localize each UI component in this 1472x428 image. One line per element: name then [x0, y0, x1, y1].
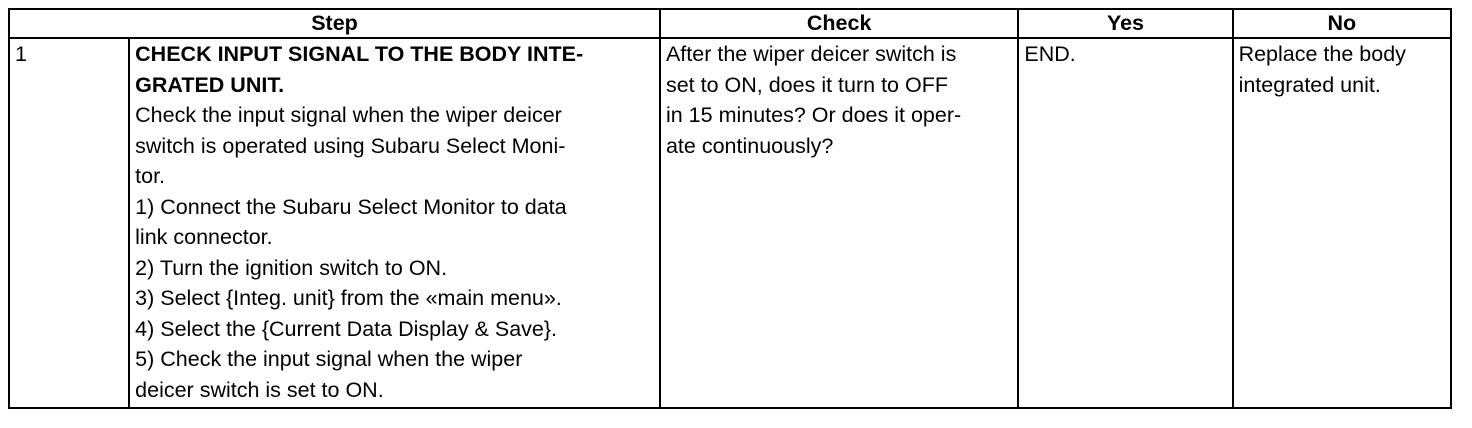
step-text-line: 1) Connect the Subaru Select Monitor to data [135, 194, 567, 219]
check-cell [660, 38, 1018, 408]
step-title-line: GRATED UNIT. [135, 72, 285, 97]
no-text-line: Replace the body [1238, 42, 1406, 66]
header-yes: Yes [1018, 9, 1232, 38]
check-text-line: ate continuously? [665, 133, 834, 158]
step-text-line: link connector. [135, 225, 273, 249]
header-row [9, 9, 1451, 38]
check-text-line: in 15 minutes? Or does it oper- [665, 103, 962, 127]
step-text-line: 3) Select {Integ. unit} from the «main menu». [135, 286, 562, 310]
step-text-line: tor. [135, 164, 166, 188]
step-text-line: 2) Turn the ignition switch to ON. [135, 255, 448, 280]
step-number: 1 [9, 38, 129, 408]
no-cell [1233, 38, 1451, 408]
step-text-line: 5) Check the input signal when the wiper [135, 347, 523, 371]
step-text-line: switch is operated using Subaru Select Moni- [135, 133, 566, 158]
no-text-line: integrated unit. [1238, 72, 1381, 97]
diagnostic-table [8, 8, 1452, 409]
step-text-line: deicer switch is set to ON. [135, 377, 384, 402]
check-text-line: set to ON, does it turn to OFF [665, 72, 948, 97]
check-text-line: After the wiper deicer switch is [665, 42, 957, 66]
step-description [129, 38, 660, 408]
header-check: Check [660, 9, 1018, 38]
step-text-line: Check the input signal when the wiper deicer [135, 103, 562, 127]
table-row [9, 38, 1451, 408]
step-title-line: CHECK INPUT SIGNAL TO THE BODY INTE- [135, 42, 584, 66]
header-step: Step [9, 9, 660, 38]
header-no: No [1233, 9, 1451, 38]
yes-text: END. [1024, 42, 1076, 66]
yes-cell [1018, 38, 1232, 408]
step-text-line: 4) Select the {Current Data Display & Save}. [135, 316, 558, 341]
